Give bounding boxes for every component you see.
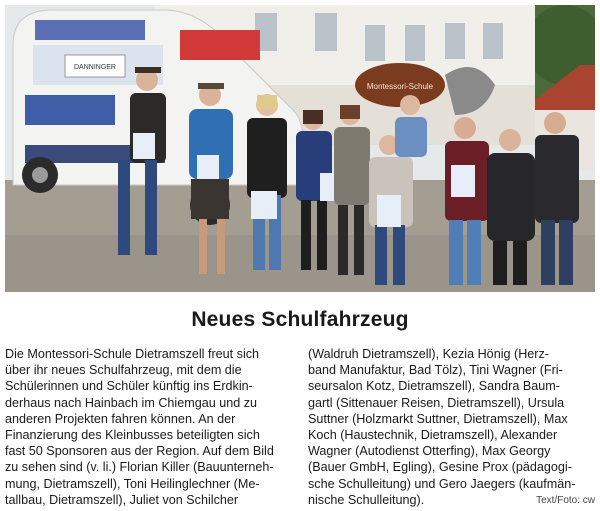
body-line: Suttner (Holzmarkt Suttner, Dietramszell), Max bbox=[308, 411, 568, 426]
body-line: (Bauer GmbH, Egling), Gesine Prox (pädagogi- bbox=[308, 460, 572, 475]
body-line: tallbau, Dietramszell), Juliet von Schilcher bbox=[5, 492, 239, 507]
body-line: nische Schulleitung). bbox=[308, 492, 425, 507]
body-line: band Manufaktur, Bad Tölz), Tini Wagner (Fri- bbox=[308, 363, 563, 378]
body-line: Wagner (Autodienst Otterfing), Max Georgy bbox=[308, 444, 551, 459]
body-line: Schülerinnen und Schüler künftig ins Erdkin- bbox=[5, 379, 253, 394]
article-column-right bbox=[308, 346, 595, 508]
body-line: gartl (Sittenauer Reisen, Dietramszell), Ursula bbox=[308, 395, 565, 410]
article-column-left bbox=[5, 346, 295, 508]
body-line: Koch (Haustechnik, Dietramszell), Alexander bbox=[308, 428, 558, 443]
body-line: sche Schulleitung) und Gero Jaegers (kaufmän- bbox=[308, 476, 576, 491]
body-line: Finanzierung des Kleinbusses beteiligten sich bbox=[5, 428, 260, 443]
body-line: zu sehen sind (v. li.) Florian Killer (Bauunterneh- bbox=[5, 460, 274, 475]
body-line: anderen Projekten fahren können. An der bbox=[5, 411, 236, 426]
van-logo-text: DANNINGER bbox=[73, 64, 117, 71]
body-line: über ihr neues Schulfahrzeug, mit dem die bbox=[5, 363, 242, 378]
body-line: Die Montessori-Schule Dietramszell freut sich bbox=[5, 347, 260, 361]
body-line: fast 50 Sponsoren aus der Region. Auf dem Bild bbox=[5, 444, 274, 459]
body-line: mung, Dietramszell), Toni Heilinglechner (Me- bbox=[5, 476, 260, 491]
article-body bbox=[5, 346, 595, 506]
article-headline: Neues Schulfahrzeug bbox=[191, 308, 409, 331]
article-photo bbox=[5, 5, 595, 292]
body-line: (Waldruh Dietramszell), Kezia Hönig (Herz- bbox=[308, 347, 549, 361]
body-line: seursalon Kotz, Dietramszell), Sandra Baum- bbox=[308, 379, 560, 394]
school-sign-text: Montessori-Schule bbox=[366, 82, 434, 91]
photo-credit: Text/Foto: cw bbox=[536, 495, 595, 506]
body-line: derhaus nach Hainbach im Chiemgau und zu bbox=[5, 395, 258, 410]
